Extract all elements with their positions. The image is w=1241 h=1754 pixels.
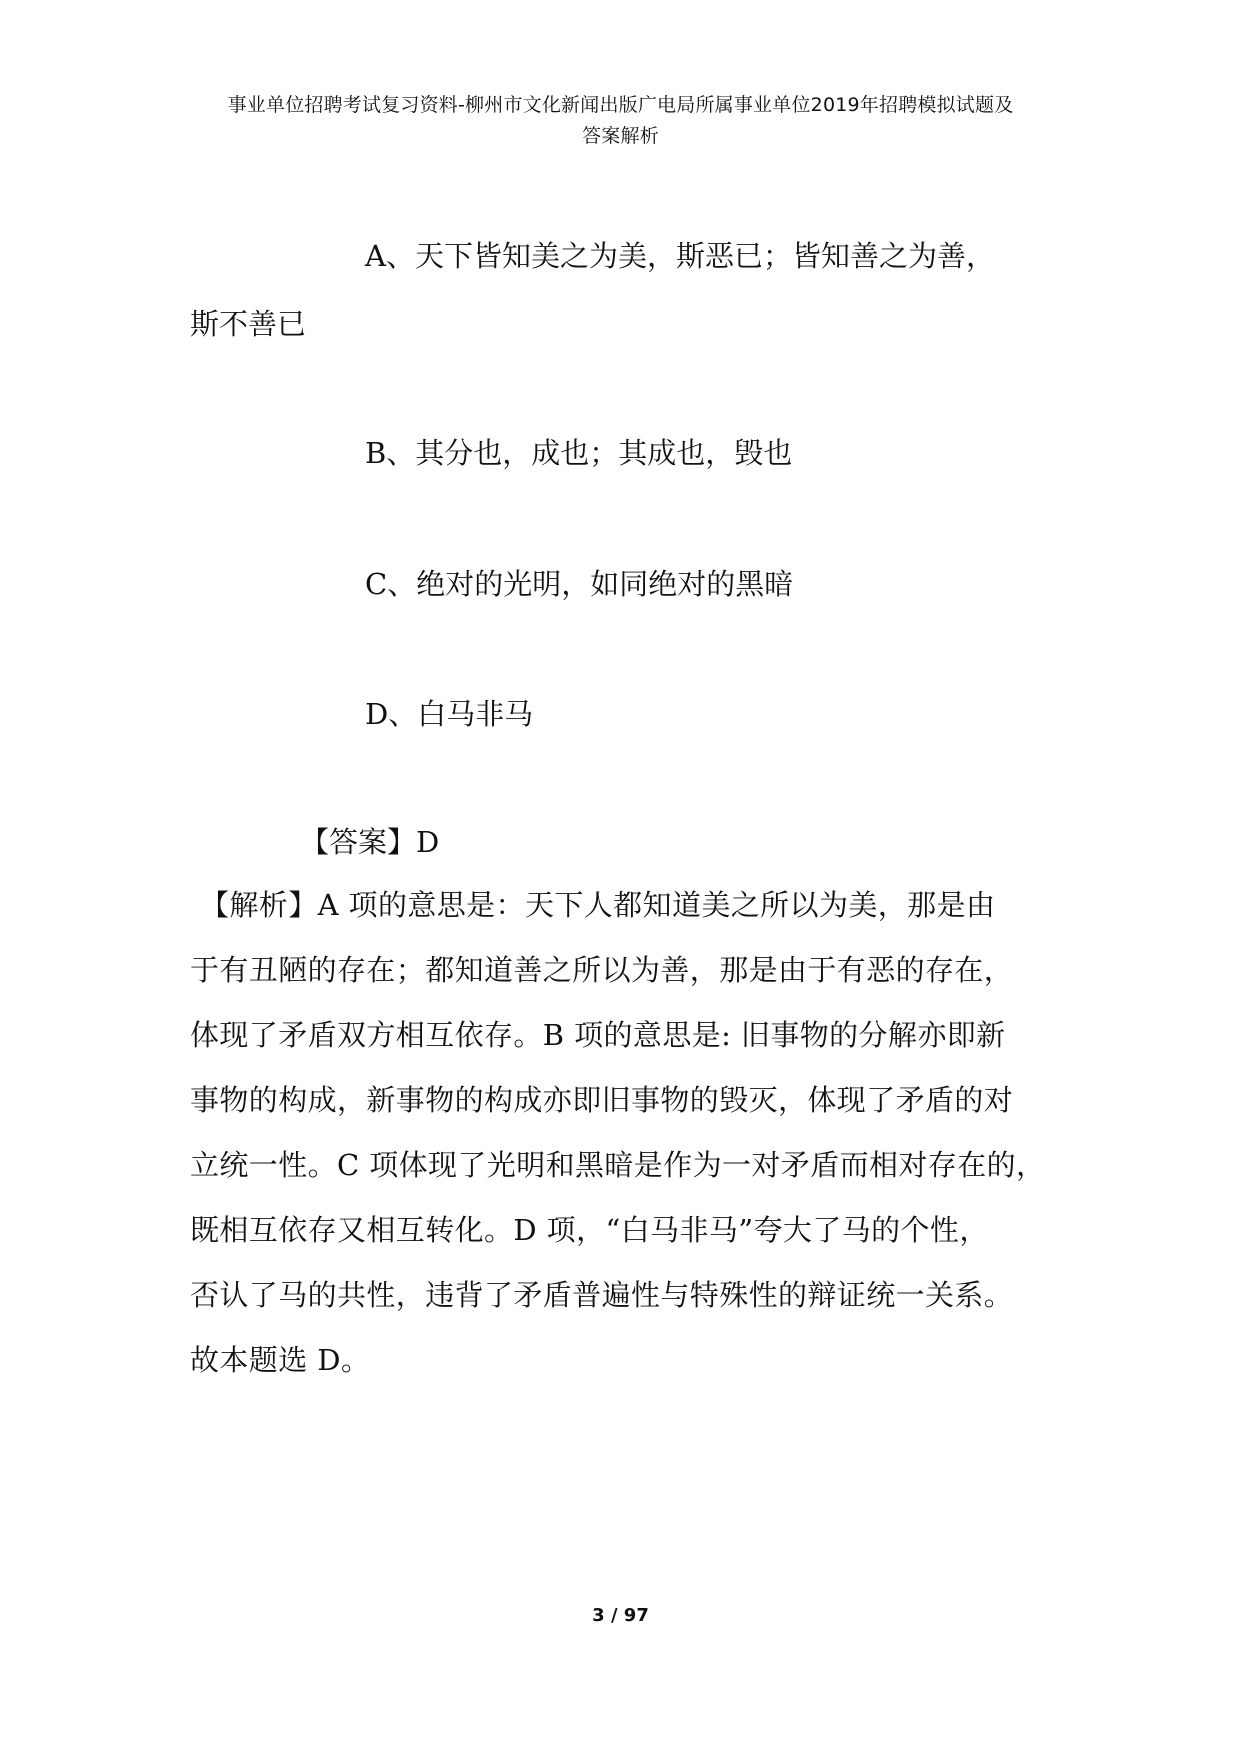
header-title-line-1: 事业单位招聘考试复习资料-柳州市文化新闻出版广电局所属事业单位2019年招聘模拟试题及 xyxy=(227,94,1014,116)
analysis-line: 事物的构成，新事物的构成亦即旧事物的毁灭，体现了矛盾的对 xyxy=(190,1083,1014,1117)
option-a-line-2: 斯不善已 xyxy=(190,307,307,341)
page-header xyxy=(150,90,1091,152)
analysis-line: 否认了马的共性，违背了矛盾普遍性与特殊性的辩证统一关系。 xyxy=(190,1278,1014,1312)
answer-label: 【答案】D xyxy=(300,825,440,859)
analysis-line: 于有丑陋的存在；都知道善之所以为善，那是由于有恶的存在， xyxy=(190,953,1014,987)
analysis-line: 既相互依存又相互转化。D 项，“白马非马”夸大了马的个性， xyxy=(190,1213,989,1247)
analysis-line: 故本题选 D。 xyxy=(190,1343,371,1377)
option-d: D、白马非马 xyxy=(365,697,534,731)
page-number: 3 / 97 xyxy=(592,1605,649,1626)
option-c: C、绝对的光明，如同绝对的黑暗 xyxy=(365,567,794,601)
option-a-line-1: A、天下皆知美之为美，斯恶已；皆知善之为善， xyxy=(365,239,995,273)
analysis-line: 立统一性。C 项体现了光明和黑暗是作为一对矛盾而相对存在的， xyxy=(190,1148,1046,1182)
analysis-line: 【解析】A 项的意思是：天下人都知道美之所以为美，那是由 xyxy=(200,888,996,922)
option-b: B、其分也，成也；其成也，毁也 xyxy=(365,436,793,470)
analysis-line: 体现了矛盾双方相互依存。B 项的意思是: 旧事物的分解亦即新 xyxy=(190,1018,1006,1052)
header-title-line-2: 答案解析 xyxy=(582,125,659,147)
